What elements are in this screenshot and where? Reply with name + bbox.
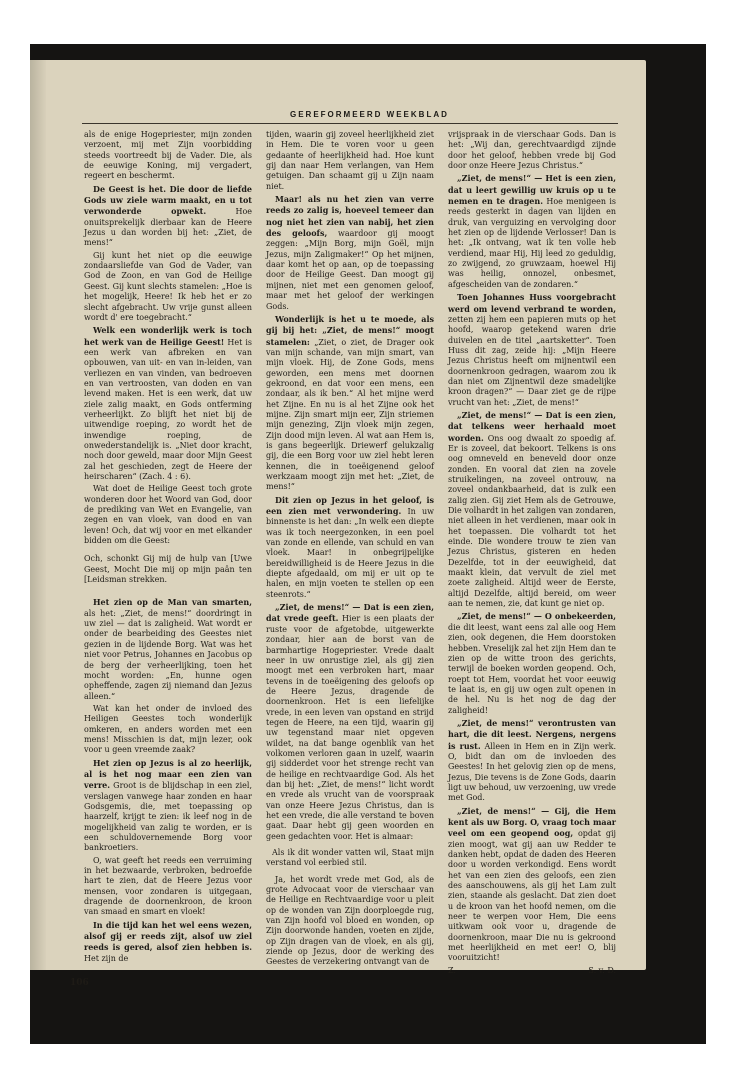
paragraph (84, 251, 252, 323)
paragraph (266, 495, 434, 600)
paragraph (84, 325, 252, 482)
paragraph-text: vrijspraak in de vierschaar Gods. Dan is het: „Wij dan, gerechtvaardigd zijnde door het geloof, hebben vrede bij God door onze Heere Jezus Christus.“ (448, 130, 616, 171)
paragraph-text: als het: „Ziet, de mens!“ doordringt in uw ziel — dat is zaligheid. Wat wordt er onder de bearbeiding des Geestes niet gezien in de lijdende Borg. Wat was het niet voor Petrus, Johannes en Jacobus op de berg der verheerlijking, toen het mocht worden: „En, hunne ogen opheffende, zagen zij niemand dan Jezus alleen.“ (84, 608, 252, 701)
paragraph-text: Och, schonkt Gij mij de hulp van [Uwe Geest, Mocht Die mij op mijn paân ten [Leidsman strekken. (84, 554, 252, 585)
bold-lead: Het zien op Jezus is al zo heerlijk, al is het nog maar een zien van verre. (84, 757, 252, 791)
bold-lead: „Ziet, de mens!“ — O onbekeerden, (457, 611, 616, 622)
paragraph-text: Groot is de blijdschap in een ziel, verslagen vanwege haar zonden en haar Godsgemis, die, met toepassing op haarzelf, krijgt te zien: ik leef nog in de mogelijkheid van zalig te worden, er is een schuldovernemende Borg voor bankroetiers. (84, 781, 252, 853)
paragraph (84, 554, 252, 585)
paragraph-text: Hoe menigeen is reeds gesterkt in dagen van lijden en druk, van verguizing en vervolging door het zien op de lijdende Verlosser! Dan is het: „Ik ontvang, wat ik ten volle heb verdiend, maar Hij, Hij leed zo geduldig, zo zwijgend, zo gruwzaam, hoewel Hij was heilig, onnozel, onbesmet, afgescheiden van de zondaren.“ (448, 197, 616, 289)
bold-lead: Dit zien op Jezus in het geloof, is een zien met verwondering. (266, 494, 434, 517)
bold-lead: Wonderlijk is het u te moede, als gij bij het: „Ziet, de mens!“ moogt stamelen: (266, 313, 434, 347)
paragraph (84, 597, 252, 701)
bold-lead: „Ziet, de mens!“ — Dat is een zien, dat telkens weer herhaald moet worden. (448, 409, 616, 443)
paragraph (266, 314, 434, 493)
paragraph (448, 173, 616, 290)
paragraph (266, 848, 434, 869)
paragraph (448, 611, 616, 715)
paragraph (266, 194, 434, 312)
paragraph (84, 704, 252, 756)
paragraph-text: Ons oog dwaalt zo spoedig af. Er is zoveel, dat bekoort. Telkens is ons oog omneveld en beneveld door onze zonden. En vooral dat zien na zovele struikelingen, na zoveel ontrouw, na zoveel ondankbaarheid, dat is zulk een zalig zien. Gij ziet Hem als de Getrouwe, Die volhardt in het zaligen van zondaren, niet alleen in het verdienen, maar ook in het toepassen. Die volhardt tot het einde. Die wondere trouw te zien van Jezus Christus, gisteren en heden Dezelfde, tot in der eeuwigheid, dat maakt klein, dat vervult de ziel met zoete zaligheid. Altijd weer de Eerste, altijd Dezelfde, altijd bereid, om weer aan te nemen, zie, dat kunt ge niet op. (448, 433, 616, 609)
paragraph-text: Hoe onuitsprekelijk dierbaar kan de Heere Jezus u dan worden bij het: „Ziet, de mens!“ (84, 207, 252, 248)
text-column-3 (448, 130, 617, 975)
paragraph-text: O, wat geeft het reeds een verruiming in het bezwaarde, verbroken, bedroefde hart te zien, dat de Heere Jezus voor mensen, voor zondaren is uitgegaan, dragende de doornenkroon, de kroon van smaad en smart en vloek! (84, 855, 252, 917)
paragraph (266, 602, 434, 842)
bold-lead: In die tijd kan het wel eens wezen, alsof gij er reeds zijt, alsof uw ziel reeds is gered, alsof zien hebben is. (84, 919, 252, 953)
bold-lead: Het zien op de Man van smarten, (93, 597, 252, 608)
paragraph-text: die dit leest, want eens zal alle oog Hem zien, ook degenen, die Hem doorstoken hebben. Vreselijk zal het zijn Hem dan te zien op de witte troon des gerichts, terwijl de boeken worden geopend. Och, roept tot Hem, voordat het voor eeuwig te laat is, en gij uw ogen zult openen in de hel. Nu is het nog de dag der zaligheid! (448, 622, 616, 715)
paragraph-text: Het zijn de (84, 953, 129, 963)
paragraph-text: zetten zij hem een papieren muts op het hoofd, waarop getekend waren drie duivelen en de titel „aartsketter“. Toen Huss dit zag, zeide hij: „Mijn Heere Jezus Christus heeft om mijnentwil een doornenkroon gedragen, waarom zou ik dan niet om Zijnentwil deze smadelijke kroon dragen?“ — Daar ziet ge de rijpe vrucht van het: „Ziet, de mens!“ (448, 314, 616, 407)
paragraph (266, 130, 434, 192)
page-binding-shadow (30, 60, 46, 970)
bold-lead: „Ziet, de mens!“ — Gij, die Hem kent als uw Borg. O, vraag toch maar veel om een geopend oog, (448, 805, 616, 839)
bold-lead: „Ziet, de mens!“ — Dat is een zien, dat vrede geeft. (266, 602, 434, 624)
paragraph-text: opdat gij zien moogt, wat gij aan uw Redder te danken hebt, opdat de daden des Heeren door u worden verkondigd. Eens wordt het van een zien des geloofs, een zien des aanschouwens, als gij het Lam zult zien, staande als geslacht. Dat zien doet u de kroon van het hoofd nemen, om die neer te werpen voor Hem, Die eens uitkwam ook voor u, dragende de doornenkroon, maar Die nu is gekroond met heerlijkheid en met eer! O, blij vooruitzicht! (448, 829, 616, 963)
paragraph-text: Ja, het wordt vrede met God, als de grote Advocaat voor de vierschaar van de Heilige en Rechtvaardige voor u pleit op de wonden van Zijn doorploegde rug, van Zijn hoofd vol bloed en wonden, op Zijn doorwonde handen, voeten en zijde, op Zijn dragen van de vloek, en als gij, ziende op Jezus, door de werking des Geestes de verzekering ontvangt van de (266, 874, 434, 967)
paragraph (448, 966, 616, 976)
page-number: 106 (70, 978, 89, 988)
paragraph-text: Gij kunt het niet op die eeuwige zondaarsliefde van God de Vader, van God de Zoon, en van God de Heilige Geest. Gij kunt slechts stamelen: „Hoe is het mogelijk, Heere! Ik heb het er zo slecht afgebracht. Uw vrije gunst alleen wordt d' ere toegebracht.“ (84, 250, 252, 322)
paragraph (84, 484, 252, 546)
bold-lead: Toen Johannes Huss voorgebracht werd om levend verbrand te worden, (448, 292, 616, 314)
paragraph-text: „Ziet, o ziet, de Drager ook van mijn schande, van mijn smart, van mijn vloek. Hij, de Zone Gods, mens geworden, een mens met doornen gekroond, en dat voor een mens, een zondaar, als ik ben.“ Al het mijne werd het Zijne. En nu is al het Zijne ook het mijne. Zijn smart mijn eer, Zijn striemen mijn genezing, Zijn vloek mijn zegen, Zijn dood mijn leven. Al wat aan Hem is, is gans begeerlijk. Driewerf gelukzalig gij, die een Borg voor uw ziel hebt leren kennen, die in toeëigenend geloof werkzaam moogt zijn met het: „Ziet, de mens!“ (266, 337, 434, 492)
paragraph (84, 130, 252, 182)
bold-lead: „Ziet, de mens!“ — Het is een zien, dat u leert gewillig uw kruis op u te nemen en te dragen. (448, 173, 616, 207)
paragraph (448, 806, 616, 964)
paragraph (84, 856, 252, 918)
paragraph-text: Wat kan het onder de invloed des Heiligen Geestes toch wonderlijk omkeren, en anders worden met een mens! Misschien is dat, mijn lezer, ook voor u geen vreemde zaak? (84, 703, 252, 755)
paragraph-text: tijden, waarin gij zoveel heerlijkheid ziet in Hem. Die te voren voor u geen gedaante of heerlijkheid had. Hoe kunt gij dan naar Hem verlangen, van Hem getuigen. Dan schaamt gij u Zijn naam niet. (266, 130, 434, 191)
paragraph-text: In uw binnenste is het dan: „In welk een diepte was ik toch neergezonken, in een poel van zonde en ellende, van schuld en van vloek. Maar! in onbegrijpelijke bereidwilligheid is de Heere Jezus in die diepte afgedaald, om mij er uit op te halen, en mijn voeten te stellen op een steenrots.“ (266, 507, 434, 599)
paragraph (266, 875, 434, 968)
header-rule (82, 123, 618, 124)
paragraph-text: Het is een werk van afbreken en van opbouwen, van uit- en van in-leiden, van verliezen en van vinden, van bedroeven en van vertroosten, van doden en van levend maken. Het is een werk, dat uw ziele zalig maakt, en Gods ontferming verheerlijkt. Zo blijft het niet bij de uitwendige roeping, zo wordt het de inwendige roeping, de onwederstandelijk is. „Niet door kracht, noch door geweld, maar door Mijn Geest zal het geschieden, zegt de Heere der heirscharen“ (Zach. 4 : 6). (84, 337, 253, 481)
magazine-page (30, 60, 646, 988)
paragraph (448, 410, 616, 610)
bold-lead: De Geest is het. Die door de liefde Gods uw ziele warm maakt, en u tot verwonderde opwekt. (84, 183, 252, 217)
paragraph (84, 920, 252, 964)
paragraph-text: Alleen in Hem en in Zijn werk. O, bidt dan om de invloeden des Geestes! In het gelovig zien op de mens, Jezus, Die tevens is de Zone Gods, daarin ligt uw behoud, uw verzoening, uw vrede met God. (448, 741, 617, 803)
text-column-2 (266, 130, 435, 967)
page-header: GEREFORMEERD WEEKBLAD (290, 110, 449, 119)
paragraph (448, 718, 616, 804)
paragraph-text: Als ik dit wonder vatten wil, Staat mijn verstand vol eerbied stil. (266, 848, 434, 868)
paragraph (84, 758, 252, 854)
paragraph-text: Z. (448, 965, 456, 975)
paragraph-text: Wat doet de Heilige Geest toch grote wonderen door het Woord van God, door de prediking van Wet en Evangelie, van zegen en van vloek, van dood en van leven! Och, dat wij voor en met elkander bidden om die Geest: (84, 484, 252, 546)
paragraph (448, 130, 616, 171)
bold-lead: „Ziet, de mens!“ verontrusten van hart, die dit leest. Nergens, nergens is rust. (448, 717, 616, 751)
bold-lead: Maar! als nu het zien van verre reeds zo zalig is, hoeveel temeer dan nog niet het zien van nabij, het zien des geloofs, (266, 194, 434, 239)
paragraph-text: Hier is een plaats der ruste voor de afgetobde, uitgewerkte zondaar, hier aan de borst van de barmhartige Hogepriester. Vrede daalt neer in uw onrustige ziel, als gij zien moogt met een verbroken hart, maar tevens in de toeëigening des geloofs op de Heere Jezus, dragende de doornenkroon. Het is een liefelijke vrede, in een leven van opstand en strijd tegen de Heere, na een tijd, waarin gij uw tegenstand maar niet opgeven wildet, na dat bange ogenblik van het volkomen verloren gaan in uzelf, waarin gij sidderdet voor het strenge recht van de heilige en rechtvaardige God. Als het dan bij het: „Ziet, de mens!“ licht wordt en vrede als vrucht van de voorspraak van onze Heere Jezus Christus, dan is het een vrede, die alle verstand te boven gaat. Daar hebt gij geen woorden en geen gedachten voor. Het is almaar: (266, 614, 435, 841)
text-column-1 (84, 130, 253, 963)
paragraph-text: waardoor gij moogt zeggen: „Mijn Borg, mijn Goël, mijn Jezus, mijn Zaligmaker!“ Op het mijnen, daar komt het op aan, op de toepassing door de Heilige Geest. Dan moogt gij mijnen, niet met een genomen geloof, maar met het geloof der werkingen Gods. (266, 229, 434, 311)
author-signature: S. v. D. (588, 965, 616, 975)
bold-lead: Welk een wonderlijk werk is toch het werk van de Heilige Geest! (84, 325, 252, 347)
paragraph-text: als de enige Hogepriester, mijn zonden verzoent, mij met Zijn voorbidding steeds voortreedt bij de Vader. Die, als de eeuwige Koning, mij vergadert, regeert en beschermt. (84, 130, 252, 181)
paragraph (448, 292, 616, 408)
paragraph (84, 184, 252, 249)
